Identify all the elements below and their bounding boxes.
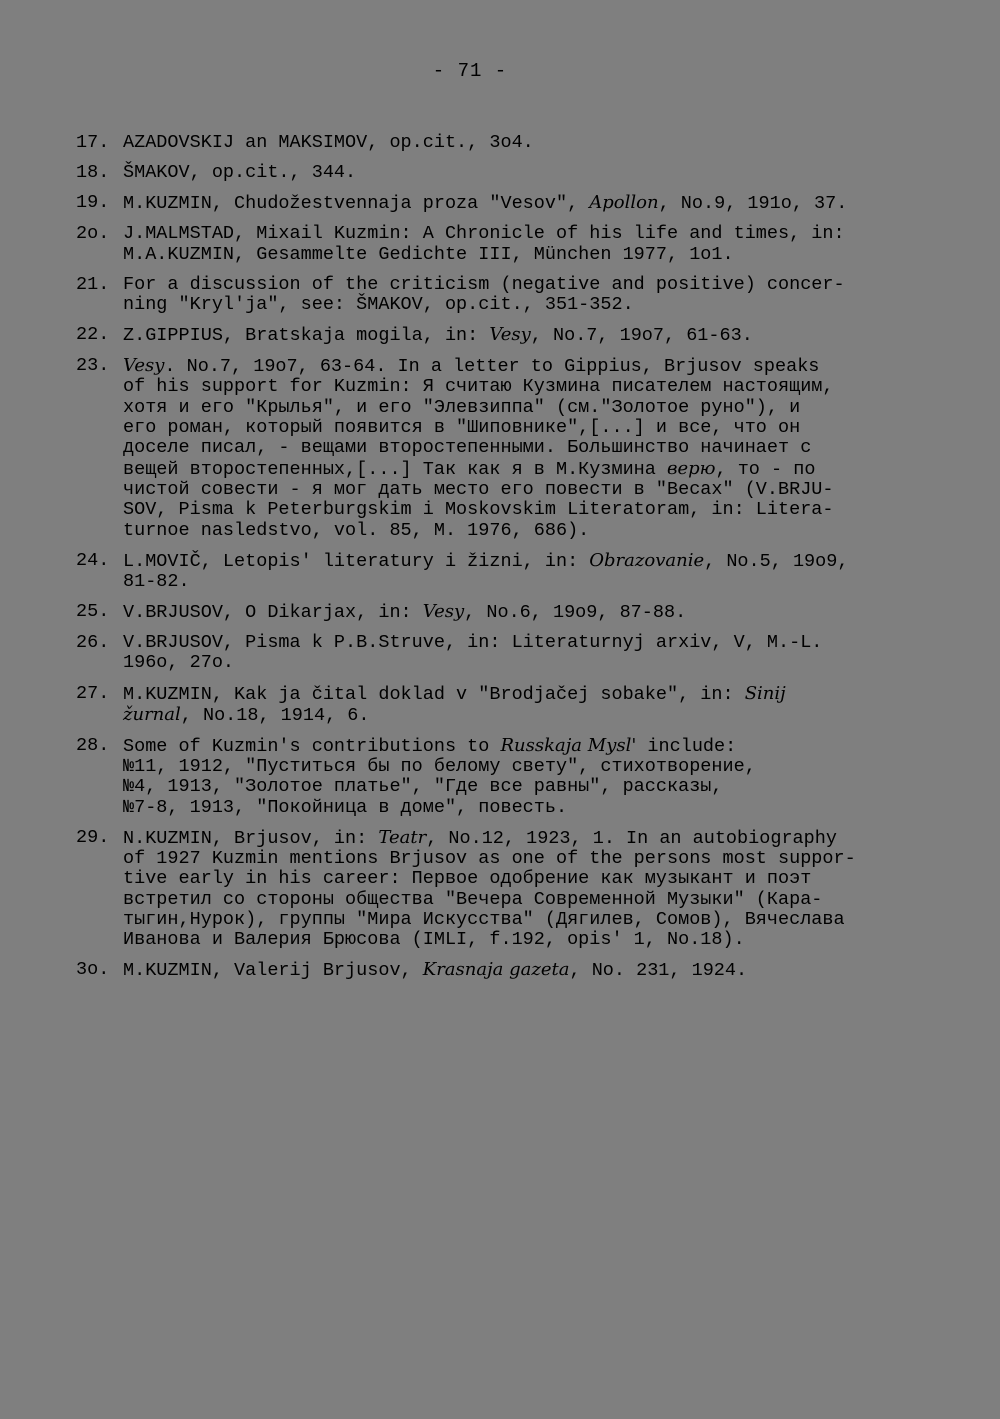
text-segment: , No.7, 19o7, 61-63.: [530, 325, 753, 347]
endnote-text: [123, 551, 936, 593]
endnote-text: [123, 828, 936, 951]
endnote-text: [123, 602, 936, 623]
endnote-line: [123, 480, 936, 500]
endnote-line: [123, 295, 936, 315]
endnote-line: [123, 521, 936, 541]
endnote-text: [123, 163, 936, 183]
endnote: [76, 551, 936, 593]
text-segment: , No.12, 1923, 1. In an autobiography: [426, 827, 837, 849]
endnote-number: 22.: [76, 324, 110, 346]
text-segment: , No.5, 19o9,: [704, 550, 849, 572]
text-segment: Иванова и Валерия Брюсова (IMLI, f.192, opis' 1, No.18).: [123, 929, 745, 951]
endnote-line: [123, 325, 936, 346]
endnote-line: [123, 849, 936, 869]
text-segment: L.MOVIČ, Letopis' literatury i žizni, in:: [123, 550, 590, 572]
text-segment: AZADOVSKIJ an MAKSIMOV, op.cit., 3o4.: [123, 132, 534, 153]
text-segment: J.MALMSTAD, Mixail Kuzmin: A Chronicle of his life and times, in:: [123, 223, 845, 245]
endnote-line: [123, 377, 936, 397]
text-segment: ŠMAKOV, op.cit., 344.: [123, 162, 357, 184]
endnote-text: [123, 325, 936, 346]
endnote-line: [123, 757, 936, 777]
endnote-line: [123, 736, 936, 757]
italic-title: Krasnaja gazeta: [422, 959, 570, 981]
text-segment: SOV, Pisma k Peterburgskim i Moskovskim Literatoram, in: Litera-: [123, 499, 834, 521]
text-segment: Z.GIPPIUS, Bratskaja mogila, in:: [123, 325, 490, 347]
endnote-number: 23.: [76, 355, 110, 377]
italic-title: Vesy: [123, 355, 165, 377]
endnote-number: 26.: [76, 632, 110, 654]
endnote: [76, 960, 936, 981]
endnote-text: [123, 193, 936, 214]
endnote-number: 18.: [76, 162, 110, 184]
endnote: [76, 684, 936, 727]
endnote-line: [123, 551, 936, 572]
endnote-line: [123, 633, 936, 653]
text-segment: 81-82.: [123, 570, 190, 592]
text-segment: . No.7, 19o7, 63-64. In a letter to Gippius, Brjusov speaks: [164, 356, 820, 378]
text-segment: , No.9, 191o, 37.: [658, 193, 848, 215]
endnote: [76, 133, 936, 153]
text-segment: чистой совести - я мог дать место его повести в "Весах" (V.BRJU-: [123, 478, 834, 500]
endnote-line: [123, 418, 936, 438]
text-segment: тыгин,Нурок), группы "Мира Искусства" (Дягилев, Сомов), Вячеслава: [123, 909, 845, 931]
text-segment: встретил со стороны общества "Вечера Современной Музыки" (Кара-: [123, 888, 823, 910]
notes-list: [76, 133, 936, 992]
page-number: - 71 -: [432, 60, 508, 82]
endnote-line: [123, 438, 936, 458]
endnote-line: [123, 777, 936, 797]
endnote-line: [123, 930, 936, 950]
endnote-number: 25.: [76, 601, 110, 623]
endnote-number: 3o.: [76, 959, 110, 981]
text-segment: ning "Kryl'ja", see: ŠMAKOV, op.cit., 351-352.: [123, 293, 634, 315]
text-segment: N.KUZMIN, Brjusov, in:: [123, 827, 379, 849]
text-segment: of his support for Kuzmin: Я считаю Кузмина писателем настоящим,: [123, 376, 834, 398]
text-segment: №11, 1912, "Пуститься бы по белому свету", стихотворение,: [123, 756, 756, 778]
endnote-number: 17.: [76, 132, 110, 153]
italic-title: верю: [667, 457, 716, 479]
text-segment: M.KUZMIN, Kak ja čital doklad v "Brodjačej sobake", in:: [123, 683, 745, 705]
endnote-number: 19.: [76, 192, 110, 214]
endnote-text: [123, 275, 936, 316]
text-segment: №4, 1913, "Золотое платье", "Где все равны", рассказы,: [123, 776, 723, 798]
endnote-number: 29.: [76, 826, 110, 848]
endnote-text: [123, 356, 936, 541]
endnote-text: [123, 224, 936, 265]
endnote: [76, 828, 936, 951]
endnote-line: [123, 500, 936, 520]
italic-title: Vesy: [422, 601, 465, 623]
endnote-line: [123, 133, 936, 153]
endnote-line: [123, 798, 936, 818]
text-segment: include:: [636, 735, 737, 757]
endnote-line: [123, 275, 936, 295]
endnote-line: [123, 224, 936, 244]
text-segment: , No.6, 19o9, 87-88.: [464, 602, 687, 624]
text-segment: For a discussion of the criticism (negative and positive) concer-: [123, 273, 845, 295]
text-segment: M.KUZMIN, Valerij Brjusov,: [123, 960, 423, 982]
endnote-text: [123, 633, 936, 674]
endnote-line: [123, 828, 936, 849]
text-segment: Some of Kuzmin's contributions to: [123, 735, 501, 757]
italic-title: Obrazovanie: [589, 549, 705, 571]
text-segment: вещей второстепенных,[...] Так как я в М.Кузмина: [123, 458, 667, 480]
endnote-number: 24.: [76, 549, 110, 571]
text-segment: M.A.KUZMIN, Gesammelte Gedichte III, München 1977, 1o1.: [123, 243, 734, 265]
endnote-line: [123, 193, 936, 214]
endnote-line: [123, 459, 936, 480]
endnote-text: [123, 960, 936, 981]
italic-title: Apollon: [589, 192, 659, 214]
text-segment: of 1927 Kuzmin mentions Brjusov as one of the persons most suppor-: [123, 848, 856, 870]
endnote-line: [123, 356, 936, 377]
endnote-line: [123, 890, 936, 910]
text-segment: №7-8, 1913, "Покойница в доме", повесть.: [123, 796, 568, 818]
endnote-number: 21.: [76, 273, 110, 295]
endnote: [76, 224, 936, 265]
endnote-line: [123, 398, 936, 418]
endnote-line: [123, 163, 936, 183]
endnote: [76, 736, 936, 818]
endnote-text: [123, 684, 936, 727]
endnote-line: [123, 869, 936, 889]
italic-title: Teatr: [378, 826, 427, 848]
italic-title: Vesy: [489, 324, 531, 346]
endnote: [76, 163, 936, 183]
text-segment: V.BRJUSOV, O Dikarjax, in:: [123, 602, 423, 624]
text-segment: хотя и его "Крылья", и его "Элевзиппа" (см."Золотое руно"), и: [123, 396, 801, 418]
italic-title: žurnal: [123, 703, 181, 725]
text-segment: , No.18, 1914, 6.: [180, 704, 370, 726]
endnote-line: [123, 245, 936, 265]
endnote: [76, 275, 936, 316]
text-segment: tive early in his career: Первое одобрение как музыкант и поэт: [123, 868, 812, 890]
endnote: [76, 325, 936, 346]
endnote: [76, 356, 936, 541]
endnote-line: [123, 653, 936, 673]
text-segment: V.BRJUSOV, Pisma k P.B.Struve, in: Literaturnyj arxiv, V, M.-L.: [123, 632, 823, 654]
endnote-text: [123, 736, 936, 818]
endnote: [76, 602, 936, 623]
endnote: [76, 633, 936, 674]
italic-title: Sinij: [744, 682, 786, 704]
text-segment: , No. 231, 1924.: [569, 960, 748, 982]
endnote-line: [123, 572, 936, 592]
italic-title: Russkaja Mysl': [500, 734, 637, 756]
text-segment: turnoe nasledstvo, vol. 85, M. 1976, 686).: [123, 519, 590, 541]
text-segment: 196o, 27o.: [123, 652, 235, 674]
endnote-line: [123, 910, 936, 930]
endnote-line: [123, 602, 936, 623]
text-segment: M.KUZMIN, Chudožestvennaja proza "Vesov",: [123, 193, 590, 215]
endnote-line: [123, 960, 936, 981]
endnote-line: [123, 684, 936, 705]
text-segment: , то - по: [715, 458, 816, 480]
text-segment: доселе писал, - вещами второстепенными. Большинство начинает с: [123, 437, 812, 459]
endnote-number: 28.: [76, 734, 110, 756]
endnote-number: 27.: [76, 682, 110, 704]
endnote-number: 2o.: [76, 223, 110, 245]
endnote-line: [123, 705, 936, 726]
endnote: [76, 193, 936, 214]
endnote-text: [123, 133, 936, 153]
text-segment: его роман, который появится в "Шиповнике",[...] и все, что он: [123, 417, 801, 439]
